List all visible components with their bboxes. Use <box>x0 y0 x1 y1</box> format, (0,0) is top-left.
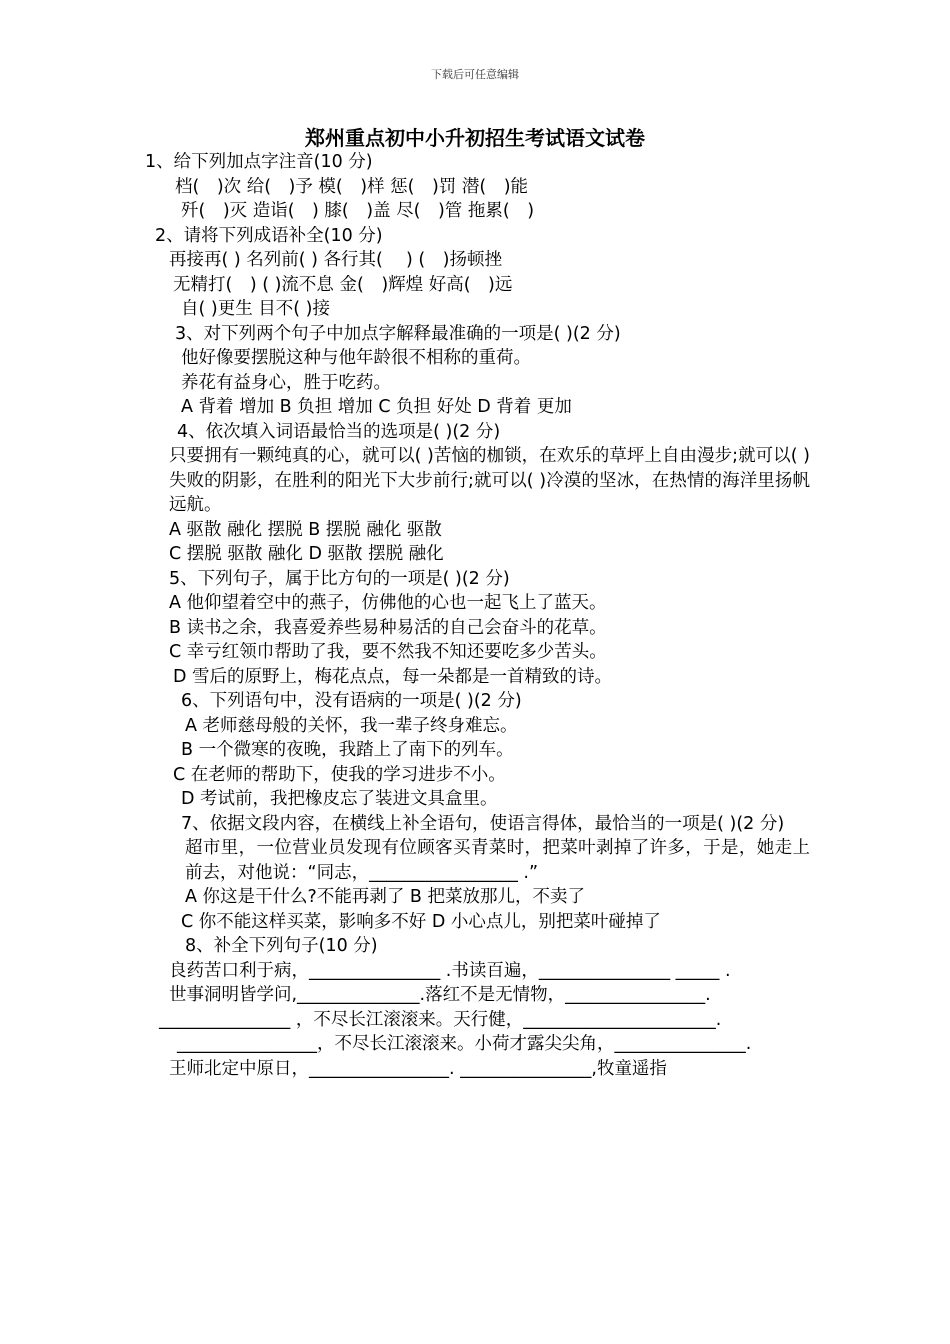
question-3-heading: 3、对下列两个句子中加点字解释最准确的一项是( )(2 分) <box>175 323 621 344</box>
question-5-option: D 雪后的原野上，梅花点点，每一朵都是一首精致的诗。 <box>173 666 613 687</box>
exam-content <box>145 150 810 1081</box>
question-3-sentence: 他好像要摆脱这种与他年龄很不相称的重荷。 <box>181 348 531 368</box>
question-7-options: A 你这是干什么?不能再剥了 B 把菜放那儿，不卖了 <box>185 887 585 907</box>
question-8-line: 良药苦口利于病，_______________ .书读百遍，_______________ _____ . <box>169 960 731 981</box>
question-5-option: C 幸亏红领巾帮助了我，要不然我不知还要吃多少苦头。 <box>169 642 607 662</box>
question-6-option: A 老师慈母般的关怀，我一辈子终身难忘。 <box>185 715 518 736</box>
question-8-line: ________________，不尽长江滚滚来。小荷才露尖尖角，_______________. <box>177 1034 752 1054</box>
question-4-heading: 4、依次填入词语最恰当的选项是( )(2 分) <box>177 421 501 442</box>
question-8-line: 世事洞明皆学问,______________.落红不是无情物，________________. <box>169 985 711 1005</box>
question-4-options: C 摆脱 驱散 融化 D 驱散 摆脱 融化 <box>169 544 444 564</box>
question-1-heading: 1、给下列加点字注音(10 分) <box>145 152 373 172</box>
question-7-passage: 超市里，一位营业员发现有位顾客买青菜时，把菜叶剥掉了许多，于是，她走上前去，对他说：“同志，_________________ .” <box>185 838 810 883</box>
question-2-line: 自( )更生 目不( )接 <box>181 299 330 319</box>
question-4-passage: 只要拥有一颗纯真的心，就可以( )苦恼的枷锁，在欢乐的草坪上自由漫步;就可以( )失败的阴影，在胜利的阳光下大步前行;就可以( )冷漠的坚冰，在热情的海洋里扬帆远航。 <box>169 446 810 515</box>
question-6-heading: 6、下列语句中，没有语病的一项是( )(2 分) <box>181 691 522 711</box>
exam-title: 郑州重点初中小升初招生考试语文试卷 <box>305 126 645 150</box>
question-2-line: 再接再( ) 名列前( ) 各行其( ) ( )扬顿挫 <box>169 250 502 270</box>
question-1-line: 档( )次 给( )予 模( )样 惩( )罚 潜( )能 <box>175 176 529 197</box>
question-5-heading: 5、下列句子，属于比方句的一项是( )(2 分) <box>169 568 510 589</box>
question-7-heading: 7、依据文段内容，在横线上补全语句，使语言得体，最恰当的一项是( )(2 分) <box>181 813 785 834</box>
question-5-option: A 他仰望着空中的燕子，仿佛他的心也一起飞上了蓝天。 <box>169 593 607 613</box>
question-8-heading: 8、补全下列句子(10 分) <box>185 936 378 956</box>
question-3-sentence: 养花有益身心，胜于吃药。 <box>181 372 391 393</box>
question-5-option: B 读书之余，我喜爱养些易种易活的自己会奋斗的花草。 <box>169 617 607 638</box>
question-6-option: C 在老师的帮助下，使我的学习进步不小。 <box>173 764 506 785</box>
question-2-heading: 2、请将下列成语补全(10 分) <box>155 225 383 246</box>
header-note: 下载后可任意编辑 <box>431 68 519 81</box>
question-6-option: B 一个微寒的夜晚，我踏上了南下的列车。 <box>181 740 514 760</box>
question-3-options: A 背着 增加 B 负担 增加 C 负担 好处 D 背着 更加 <box>181 397 572 417</box>
question-8-line: 王师北定中原日，________________. _______________,牧童遥指 <box>169 1058 667 1079</box>
question-1-line: 歼( )灭 造诣( ) 膝( )盖 尽( )管 拖累( ) <box>181 201 535 221</box>
question-4-options: A 驱散 融化 摆脱 B 摆脱 融化 驱散 <box>169 519 442 540</box>
question-2-line: 无精打( ) ( )流不息 金( )辉煌 好高( )远 <box>173 274 513 295</box>
question-8-line: _______________ ，不尽长江滚滚来。天行健，______________________. <box>159 1009 722 1030</box>
question-7-options: C 你不能这样买菜，影响多不好 D 小心点儿，别把菜叶碰掉了 <box>181 911 661 932</box>
question-6-option: D 考试前，我把橡皮忘了装进文具盒里。 <box>181 789 498 809</box>
